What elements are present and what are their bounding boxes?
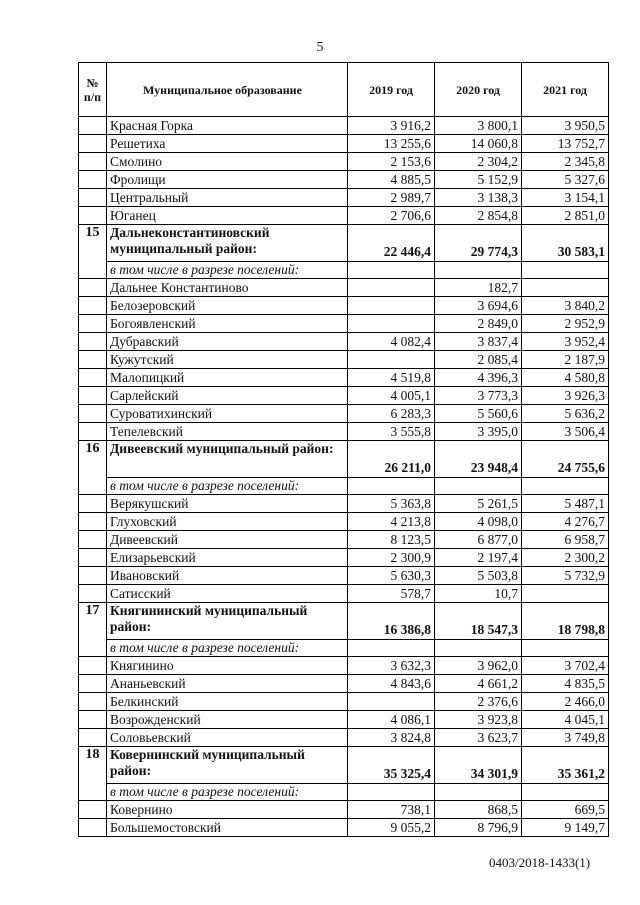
value-2019: 2 706,6 [348,207,435,225]
table-row [79,513,609,531]
row-num-cell [79,351,107,369]
row-num-cell [79,423,107,441]
value-2020: 5 560,6 [435,405,522,423]
budget-table [78,62,609,837]
settlement-name: Глуховский [107,513,348,531]
district-total-2021: 35 361,2 [522,747,609,784]
value-2020: 2 854,8 [435,207,522,225]
value-2019: 5 363,8 [348,495,435,513]
subheading-row [79,262,609,279]
value-2020: 4 396,3 [435,369,522,387]
value-2019: 4 885,5 [348,171,435,189]
value-2019: 2 153,6 [348,153,435,171]
value-2021: 3 952,4 [522,333,609,351]
settlement-name: Большемостовский [107,819,348,837]
empty-cell [348,478,435,495]
settlement-name: Центральный [107,189,348,207]
table-row [79,351,609,369]
value-2019: 4 005,1 [348,387,435,405]
value-2020: 5 503,8 [435,567,522,585]
settlement-name: Соловьевский [107,729,348,747]
district-total-2021: 30 583,1 [522,225,609,262]
value-2019 [348,279,435,297]
value-2021: 4 835,5 [522,675,609,693]
subheading-label: в том числе в разрезе поселений: [107,640,348,657]
row-num-cell [79,801,107,819]
table-row [79,189,609,207]
value-2019: 3 632,3 [348,657,435,675]
row-num-cell [79,711,107,729]
table-row [79,333,609,351]
row-num-cell [79,153,107,171]
settlement-name: Малопицкий [107,369,348,387]
district-row [79,747,609,784]
value-2021: 669,5 [522,801,609,819]
district-number: 16 [79,441,107,495]
value-2020: 8 796,9 [435,819,522,837]
table-row [79,423,609,441]
value-2019: 3 555,8 [348,423,435,441]
value-2020: 14 060,8 [435,135,522,153]
value-2019: 578,7 [348,585,435,603]
district-total-2019: 22 446,4 [348,225,435,262]
empty-cell [522,784,609,801]
value-2020: 3 773,3 [435,387,522,405]
row-num-cell [79,279,107,297]
value-2021: 5 636,2 [522,405,609,423]
district-number: 15 [79,225,107,279]
district-name: Ковернинский муниципальный район: [107,747,348,784]
settlement-name: Богоявленский [107,315,348,333]
value-2020: 2 849,0 [435,315,522,333]
value-2020: 2 197,4 [435,549,522,567]
row-num-cell [79,117,107,135]
settlement-name: Ивановский [107,567,348,585]
value-2021: 5 487,1 [522,495,609,513]
col-header-num: № п/п [79,63,107,117]
settlement-name: Юганец [107,207,348,225]
settlement-name: Княгинино [107,657,348,675]
subheading-label: в том числе в разрезе поселений: [107,784,348,801]
district-row [79,441,609,478]
empty-cell [348,784,435,801]
row-num-cell [79,819,107,837]
district-total-2020: 29 774,3 [435,225,522,262]
row-num-cell [79,567,107,585]
district-total-2021: 24 755,6 [522,441,609,478]
district-name: Дальнеконстантиновский муниципальный район: [107,225,348,262]
table-row [79,297,609,315]
row-num-cell [79,315,107,333]
settlement-name: Решетиха [107,135,348,153]
row-num-cell [79,585,107,603]
table-row [79,117,609,135]
row-num-cell [79,387,107,405]
row-num-cell [79,171,107,189]
table-body [79,117,609,837]
value-2021: 5 327,6 [522,171,609,189]
value-2019 [348,693,435,711]
district-total-2019: 35 325,4 [348,747,435,784]
value-2019: 9 055,2 [348,819,435,837]
settlement-name: Возрожденский [107,711,348,729]
table-row [79,387,609,405]
settlement-name: Белозеровский [107,297,348,315]
settlement-name: Ковернино [107,801,348,819]
value-2021: 13 752,7 [522,135,609,153]
value-2021: 2 952,9 [522,315,609,333]
district-name: Княгининский муниципальный район: [107,603,348,640]
row-num-cell [79,693,107,711]
table-row [79,711,609,729]
value-2020: 3 837,4 [435,333,522,351]
row-num-cell [79,207,107,225]
subheading-row [79,784,609,801]
table-row [79,207,609,225]
value-2020: 6 877,0 [435,531,522,549]
value-2020: 5 152,9 [435,171,522,189]
district-number: 18 [79,747,107,801]
empty-cell [435,478,522,495]
table-row [79,819,609,837]
settlement-name: Сарлейский [107,387,348,405]
settlement-name: Сатисский [107,585,348,603]
value-2021: 3 950,5 [522,117,609,135]
table-row [79,531,609,549]
table-row [79,693,609,711]
value-2021: 5 732,9 [522,567,609,585]
settlement-name: Фролищи [107,171,348,189]
empty-cell [348,262,435,279]
district-row [79,603,609,640]
value-2020: 3 800,1 [435,117,522,135]
table-row [79,135,609,153]
value-2021: 3 926,3 [522,387,609,405]
value-2019: 5 630,3 [348,567,435,585]
value-2020: 2 304,2 [435,153,522,171]
row-num-cell [79,189,107,207]
value-2019: 3 916,2 [348,117,435,135]
settlement-name: Елизарьевский [107,549,348,567]
row-num-cell [79,369,107,387]
value-2020: 2 376,6 [435,693,522,711]
table-row [79,153,609,171]
document-code: 0403/2018-1433(1) [489,855,591,870]
value-2020: 3 962,0 [435,657,522,675]
value-2021: 3 702,4 [522,657,609,675]
row-num-cell [79,513,107,531]
table-row [79,729,609,747]
value-2021 [522,585,609,603]
value-2020: 3 138,3 [435,189,522,207]
row-num-cell [79,675,107,693]
settlement-name: Дивеевский [107,531,348,549]
value-2021: 2 300,2 [522,549,609,567]
value-2020: 4 661,2 [435,675,522,693]
district-total-2020: 18 547,3 [435,603,522,640]
page-number: 5 [316,40,324,55]
district-total-2019: 26 211,0 [348,441,435,478]
table-row [79,567,609,585]
row-num-cell [79,657,107,675]
value-2019: 4 843,6 [348,675,435,693]
value-2020: 10,7 [435,585,522,603]
district-total-2019: 16 386,8 [348,603,435,640]
value-2019 [348,297,435,315]
settlement-name: Суроватихинский [107,405,348,423]
value-2020: 2 085,4 [435,351,522,369]
value-2020: 4 098,0 [435,513,522,531]
subheading-label: в том числе в разрезе поселений: [107,478,348,495]
district-total-2021: 18 798,8 [522,603,609,640]
settlement-name: Красная Горка [107,117,348,135]
value-2021: 3 749,8 [522,729,609,747]
value-2020: 3 923,8 [435,711,522,729]
empty-cell [435,262,522,279]
district-name: Дивеевский муниципальный район: [107,441,348,478]
table-row [79,801,609,819]
subheading-row [79,640,609,657]
value-2019 [348,315,435,333]
empty-cell [435,784,522,801]
value-2020: 868,5 [435,801,522,819]
value-2021: 2 187,9 [522,351,609,369]
value-2021: 2 851,0 [522,207,609,225]
empty-cell [435,640,522,657]
value-2019 [348,351,435,369]
row-num-cell [79,549,107,567]
empty-cell [522,640,609,657]
value-2019: 3 824,8 [348,729,435,747]
value-2021: 4 045,1 [522,711,609,729]
subheading-label: в том числе в разрезе поселений: [107,262,348,279]
value-2019: 2 989,7 [348,189,435,207]
district-number: 17 [79,603,107,657]
value-2021: 6 958,7 [522,531,609,549]
value-2019: 4 519,8 [348,369,435,387]
empty-cell [522,262,609,279]
row-num-cell [79,729,107,747]
row-num-cell [79,495,107,513]
table-row [79,369,609,387]
settlement-name: Дубравский [107,333,348,351]
settlement-name: Верякушский [107,495,348,513]
value-2020: 182,7 [435,279,522,297]
empty-cell [522,478,609,495]
value-2021: 2 345,8 [522,153,609,171]
district-row [79,225,609,262]
settlement-name: Тепелевский [107,423,348,441]
settlement-name: Белкинский [107,693,348,711]
value-2020: 5 261,5 [435,495,522,513]
col-header-2019: 2019 год [348,63,435,117]
table-row [79,405,609,423]
value-2019: 4 086,1 [348,711,435,729]
row-num-cell [79,135,107,153]
value-2021: 4 276,7 [522,513,609,531]
table-row [79,657,609,675]
value-2020: 3 395,0 [435,423,522,441]
row-num-cell [79,531,107,549]
value-2019: 4 213,8 [348,513,435,531]
table-header-row [79,63,609,117]
col-header-2021: 2021 год [522,63,609,117]
row-num-cell [79,297,107,315]
value-2021: 4 580,8 [522,369,609,387]
value-2021: 3 506,4 [522,423,609,441]
row-num-cell [79,333,107,351]
value-2021: 3 154,1 [522,189,609,207]
value-2019: 4 082,4 [348,333,435,351]
subheading-row [79,478,609,495]
table-row [79,549,609,567]
district-total-2020: 34 301,9 [435,747,522,784]
col-header-2020: 2020 год [435,63,522,117]
value-2019: 13 255,6 [348,135,435,153]
value-2019: 2 300,9 [348,549,435,567]
settlement-name: Дальнее Константиново [107,279,348,297]
table-row [79,171,609,189]
table-row [79,585,609,603]
value-2021: 3 840,2 [522,297,609,315]
table-row [79,495,609,513]
value-2020: 3 623,7 [435,729,522,747]
district-total-2020: 23 948,4 [435,441,522,478]
value-2020: 3 694,6 [435,297,522,315]
value-2019: 6 283,3 [348,405,435,423]
value-2021 [522,279,609,297]
value-2019: 738,1 [348,801,435,819]
value-2021: 9 149,7 [522,819,609,837]
value-2021: 2 466,0 [522,693,609,711]
settlement-name: Ананьевский [107,675,348,693]
value-2019: 8 123,5 [348,531,435,549]
table-row [79,315,609,333]
col-header-name: Муниципальное образование [107,63,348,117]
table-row [79,675,609,693]
empty-cell [348,640,435,657]
settlement-name: Кужутский [107,351,348,369]
table-row [79,279,609,297]
row-num-cell [79,405,107,423]
settlement-name: Смолино [107,153,348,171]
